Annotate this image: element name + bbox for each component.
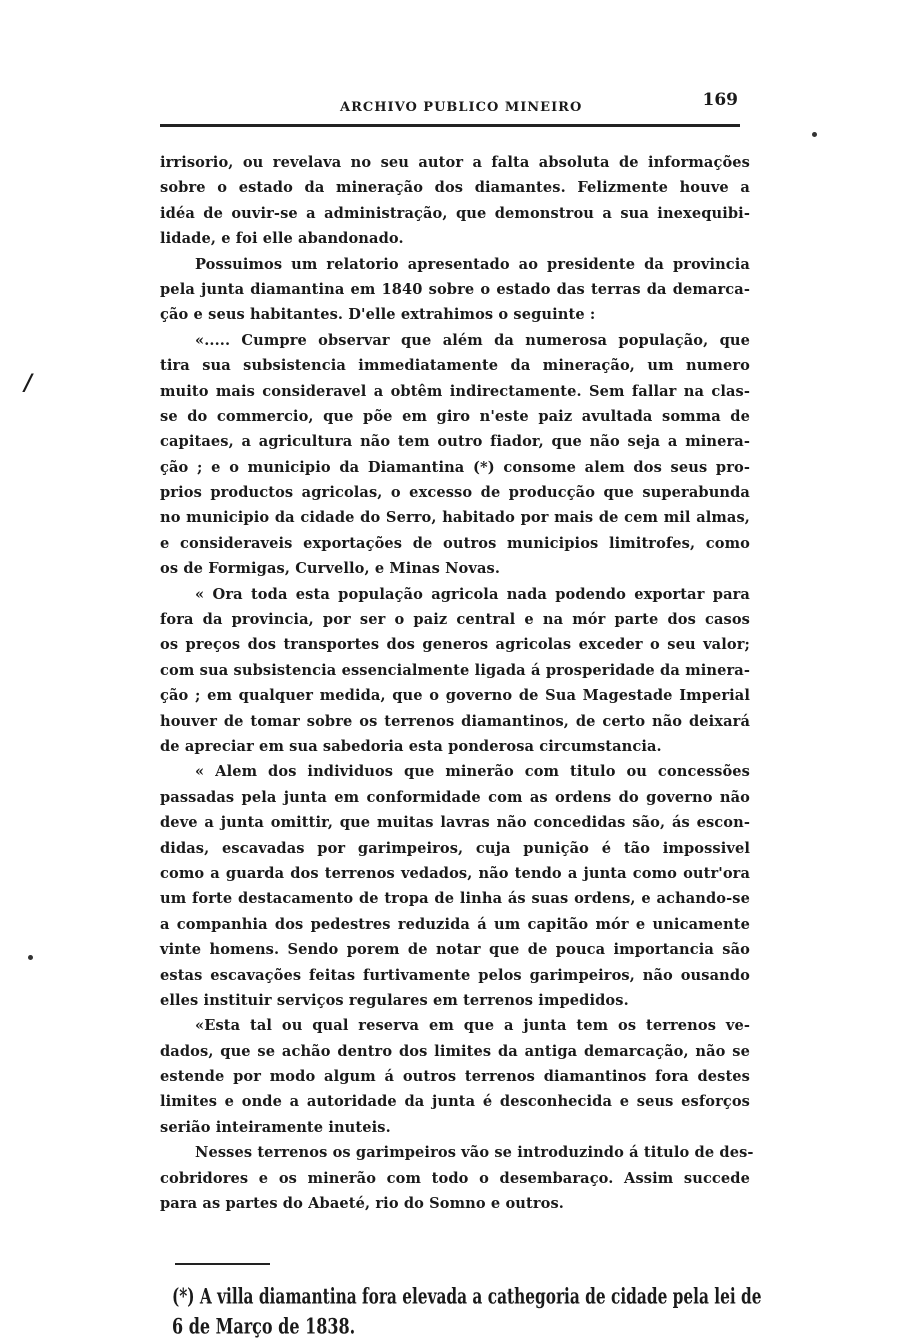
text-line: para as partes do Abaeté, rio do Somno e outros. <box>160 1195 564 1213</box>
text-line: estas escavações feitas furtivamente pelos garimpeiros, não ousando <box>160 966 750 984</box>
text-line: ção e seus habitantes. D'elle extrahimos o seguinte : <box>160 306 596 324</box>
text-line: os de Formigas, Curvello, e Minas Novas. <box>160 560 501 578</box>
text-line: se do commercio, que põe em giro n'este paiz avultada somma de <box>160 407 750 425</box>
text-line: irrisorio, ou revelava no seu autor a falta absoluta de informações <box>160 154 750 171</box>
text-line: estende por modo algum á outros terrenos diamantinos fora destes <box>160 1068 750 1086</box>
text-line: como a guarda dos terrenos vedados, não tendo a junta como outr'ora <box>160 864 750 882</box>
text-line: « Alem dos individuos que minerão com titulo ou concessões <box>195 763 750 781</box>
text-line: a companhia dos pedestres reduzida á um capitão mór e unicamente <box>160 915 750 933</box>
text-line: Possuimos um relatorio apresentado ao presidente da provincia <box>195 255 750 273</box>
text-line: idéa de ouvir-se a administração, que demonstrou a sua inexequibi- <box>160 204 750 222</box>
running-title: ARCHIVO PUBLICO MINEIRO <box>340 100 583 115</box>
text-line: serião inteiramente inuteis. <box>160 1118 391 1136</box>
header-rule <box>160 124 740 127</box>
text-line: cobridores e os minerão com todo o desembaraço. Assim succede <box>160 1169 750 1187</box>
margin-mark: / <box>24 370 33 396</box>
text-line: pela junta diamantina em 1840 sobre o estado das terras da demarca- <box>160 280 750 298</box>
text-line: capitaes, a agricultura não tem outro fiador, que não seja a minera- <box>160 433 750 451</box>
text-line: vinte homens. Sendo porem de notar que de pouca importancia são <box>160 941 750 959</box>
page-number: 169 <box>702 90 738 110</box>
text-line: tira sua subsistencia immediatamente da mineração, um numero <box>160 357 750 375</box>
text-line: didas, escavadas por garimpeiros, cuja punição é tão impossivel <box>160 839 750 857</box>
text-line: «Esta tal ou qual reserva em que a junta tem os terrenos ve- <box>195 1017 750 1035</box>
text-line: limites e onde a autoridade da junta é desconhecida e seus esforços <box>160 1093 750 1111</box>
text-line: fora da provincia, por ser o paiz central e na mór parte dos casos <box>160 611 750 629</box>
text-line: dados, que se achão dentro dos limites da antiga demarcação, não se <box>160 1042 750 1060</box>
text-line: prios productos agricolas, o excesso de producção que superabunda <box>160 484 750 502</box>
text-line: elles instituir serviços regulares em terrenos impedidos. <box>160 991 629 1009</box>
text-line: no municipio da cidade do Serro, habitado por mais de cem mil almas, <box>160 509 750 527</box>
text-line: passadas pela junta em conformidade com as ordens do governo não <box>160 788 750 806</box>
footnote-line: 6 de Março de 1838. <box>172 1313 356 1339</box>
text-line: ção ; e o municipio da Diamantina (*) consome alem dos seus pro- <box>160 458 750 476</box>
page-header <box>160 88 742 122</box>
text-line: sobre o estado da mineração dos diamantes. Felizmente houve a <box>160 179 750 197</box>
text-line: ção ; em qualquer medida, que o governo de Sua Magestade Imperial <box>160 687 750 705</box>
speck-dot <box>28 955 33 960</box>
text-line: de apreciar em sua sabedoria esta ponderosa circumstancia. <box>160 737 662 755</box>
text-line: lidade, e foi elle abandonado. <box>160 230 404 248</box>
text-line: e consideraveis exportações de outros municipios limitrofes, como <box>160 534 750 552</box>
text-line: Nesses terrenos os garimpeiros vão se introduzindo á titulo de des- <box>195 1144 754 1162</box>
text-line: « Ora toda esta população agricola nada podendo exportar para <box>195 585 750 603</box>
text-line: «..... Cumpre observar que além da numerosa população, que <box>195 331 750 349</box>
text-line: muito mais consideravel a obtêm indirectamente. Sem fallar na clas- <box>160 382 750 400</box>
body-text <box>160 150 754 1216</box>
text-line: houver de tomar sobre os terrenos diamantinos, de certo não deixará <box>160 712 750 730</box>
text-line: com sua subsistencia essencialmente ligada á prosperidade da minera- <box>160 661 750 679</box>
text-line: deve a junta omittir, que muitas lavras não concedidas são, ás escon- <box>160 814 750 832</box>
footnote-line: (*) A villa diamantina fora elevada a cathegoria de cidade pela lei de <box>172 1283 762 1309</box>
text-line: um forte destacamento de tropa de linha ás suas ordens, e achando-se <box>160 890 750 908</box>
footnote <box>172 1282 762 1341</box>
speck-dot <box>812 132 817 137</box>
text-line: os preços dos transportes dos generos agricolas exceder o seu valor; <box>160 636 750 654</box>
footnote-rule <box>175 1263 270 1265</box>
